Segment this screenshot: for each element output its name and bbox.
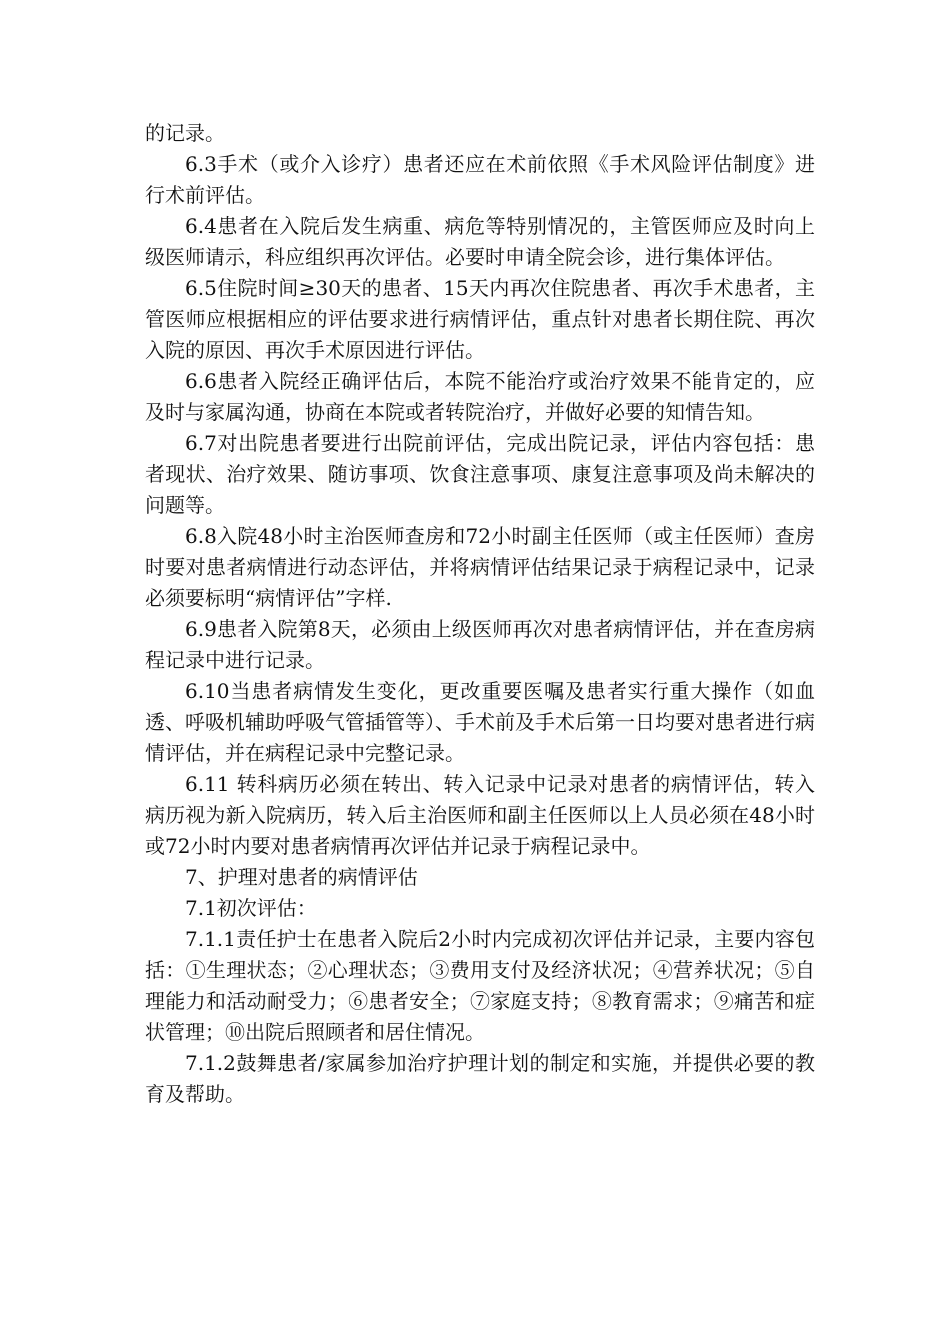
paragraph-6-11: 6.11 转科病历必须在转出、转入记录中记录对患者的病情评估，转入病历视为新入院病历，转入后主治医师和副主任医师以上人员必须在48小时或72小时内要对患者病情再次评估并记录于病程记录中。 [145, 772, 815, 858]
paragraph-6-10: 6.10当患者病情发生变化，更改重要医嘱及患者实行重大操作（如血透、呼吸机辅助呼吸气管插管等）、手术前及手术后第一日均要对患者进行病情评估，并在病程记录中完整记录。 [145, 679, 815, 765]
paragraph-6-3: 6.3手术（或介入诊疗）患者还应在术前依照《手术风险评估制度》进行术前评估。 [145, 152, 815, 207]
paragraph-6-8: 6.8入院48小时主治医师查房和72小时副主任医师（或主任医师）查房时要对患者病情进行动态评估，并将病情评估结果记录于病程记录中，记录必须要标明“病情评估”字样. [145, 524, 815, 610]
subsection-heading-7-1: 7.1初次评估： [185, 896, 317, 920]
paragraph-continuation: 的记录。 [145, 121, 225, 145]
paragraph-6-9: 6.9患者入院第8天，必须由上级医师再次对患者病情评估，并在查房病程记录中进行记录。 [145, 617, 815, 672]
paragraph-6-6: 6.6患者入院经正确评估后，本院不能治疗或治疗效果不能肯定的，应及时与家属沟通，协商在本院或者转院治疗，并做好必要的知情告知。 [145, 369, 815, 424]
paragraph-7-1-1: 7.1.1责任护士在患者入院后2小时内完成初次评估并记录，主要内容包括：①生理状态；②心理状态；③费用支付及经济状况；④营养状况；⑤自理能力和活动耐受力；⑥患者安全；⑦家庭支持；⑧教育需求；⑨痛苦和症状管理；⑩出院后照顾者和居住情况。 [145, 927, 815, 1044]
paragraph-7-1-2: 7.1.2鼓舞患者/家属参加治疗护理计划的制定和实施，并提供必要的教育及帮助。 [145, 1051, 815, 1106]
paragraph-6-7: 6.7对出院患者要进行出院前评估，完成出院记录，评估内容包括：患者现状、治疗效果、随访事项、饮食注意事项、康复注意事项及尚未解决的问题等。 [145, 431, 815, 517]
document-body [145, 118, 815, 1110]
paragraph-6-4: 6.4患者在入院后发生病重、病危等特别情况的，主管医师应及时向上级医师请示，科应组织再次评估。必要时申请全院会诊，进行集体评估。 [145, 214, 815, 269]
section-heading-7: 7、护理对患者的病情评估 [185, 865, 418, 889]
paragraph-6-5: 6.5住院时间≥30天的患者、15天内再次住院患者、再次手术患者，主管医师应根据相应的评估要求进行病情评估，重点针对患者长期住院、再次入院的原因、再次手术原因进行评估。 [145, 276, 815, 362]
